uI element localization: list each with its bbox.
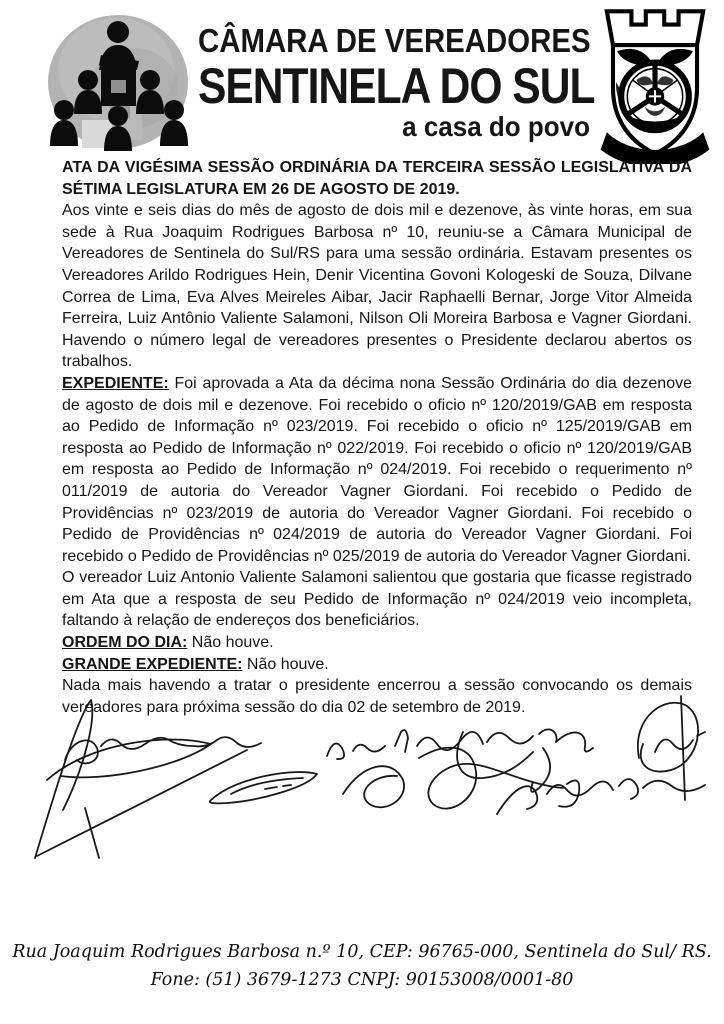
- grande-label: GRANDE EXPEDIENTE:: [62, 655, 243, 673]
- footer: [0, 938, 724, 994]
- paragraph-expediente: [62, 373, 692, 567]
- ordem-label: ORDEM DO DIA:: [62, 634, 188, 652]
- paragraph-closing: Nada mais havendo a tratar o presidente encerrou a sessão convocando os demais vereadores para próxima sessão do dia 02 de setembro de 2019.: [62, 677, 692, 716]
- line-ordem-do-dia: [62, 632, 692, 654]
- letterhead-text: [198, 22, 598, 143]
- paragraph-opening: Aos vinte e seis dias do mês de agosto de dois mil e dezenove, às vinte horas, em sua sede à Rua Joaquim Rodrigues Barbosa nº 10, reuniu-se a Câmara Municipal de Vereadores de Sentinela do Sul/RS para uma sessão ordinária. Estavam presentes os Vereadores Arildo Rodrigues Hein, Denir Vicentina Govoni Kologeski de Souza, Dilvane Correa de Lima, Eva Alves Meireles Aibar, Jacir Raphaelli Bernar, Jorge Vitor Almeida Ferreira, Luiz Antônio Valiente Salamoni, Nilson Oli Moreira Barbosa e Vagner Giordani. Havendo o número legal de vereadores presentes o Presidente declarou abertos os trabalhos.: [62, 202, 692, 371]
- minutes-text: [62, 157, 692, 718]
- footer-address: Rua Joaquim Rodrigues Barbosa n.º 10, CEP: 96765-000, Sentinela do Sul/ RS.: [12, 942, 712, 962]
- paragraph-salamoni-note: O vereador Luiz Antonio Valiente Salamoni salientou que gostaria que ficasse registrado em Ata que a resposta de seu Pedido de Informação nº 024/2019 veio incompleta, faltando à relação de endereços dos beneficiários.: [62, 569, 692, 630]
- footer-phone-cnpj: Fone: (51) 3679-1273 CNPJ: 90153008/0001-80: [150, 970, 574, 990]
- document-title: ATA DA VIGÉSIMA SESSÃO ORDINÁRIA DA TERCEIRA SESSÃO LEGISLATIVA DA SÉTIMA LEGISLATURA EM 26 DE AGOSTO DE 2019.: [62, 159, 692, 198]
- assembly-people-logo-icon: [38, 4, 198, 152]
- ordem-text: Não houve.: [187, 634, 274, 652]
- org-tagline: a casa do povo: [402, 110, 590, 143]
- expediente-text: Foi aprovada a Ata da décima nona Sessão Ordinária do dia dezenove de agosto de dois mil e dezenove. Foi recebido o oficio nº 120/2019/GAB em resposta ao Pedido de Informação nº 023/2019. Foi recebido o oficio nº 125/2019/GAB em resposta ao Pedido de Informação nº 022/2019. Foi recebido o oficio nº 120/2019/GAB em resposta ao Pedido de Informação nº 024/2019. Foi recebido o requerimento nº 011/2019 de autoria do Vereador Vagner Giordani. Foi recebido o Pedido de Providências nº 023/2019 de autoria do Vereador Vagner Giordani. Foi recebido o Pedido de Providências nº 024/2019 de autoria do Vereador Vagner Giordani. Foi recebido o Pedido de Providências nº 025/2019 de autoria do Vereador Vagner Giordani.: [62, 374, 692, 565]
- expediente-label: EXPEDIENTE:: [62, 374, 169, 392]
- org-name-line1: CÂMARA DE VEREADORES: [198, 22, 591, 60]
- letterhead: [0, 0, 724, 165]
- line-grande-expediente: [62, 654, 692, 676]
- municipal-coat-of-arms-icon: [592, 0, 718, 164]
- grande-text: Não houve.: [242, 655, 329, 673]
- org-name-line2: SENTINELA DO SUL: [198, 58, 595, 115]
- handwritten-signatures-icon: [15, 688, 715, 868]
